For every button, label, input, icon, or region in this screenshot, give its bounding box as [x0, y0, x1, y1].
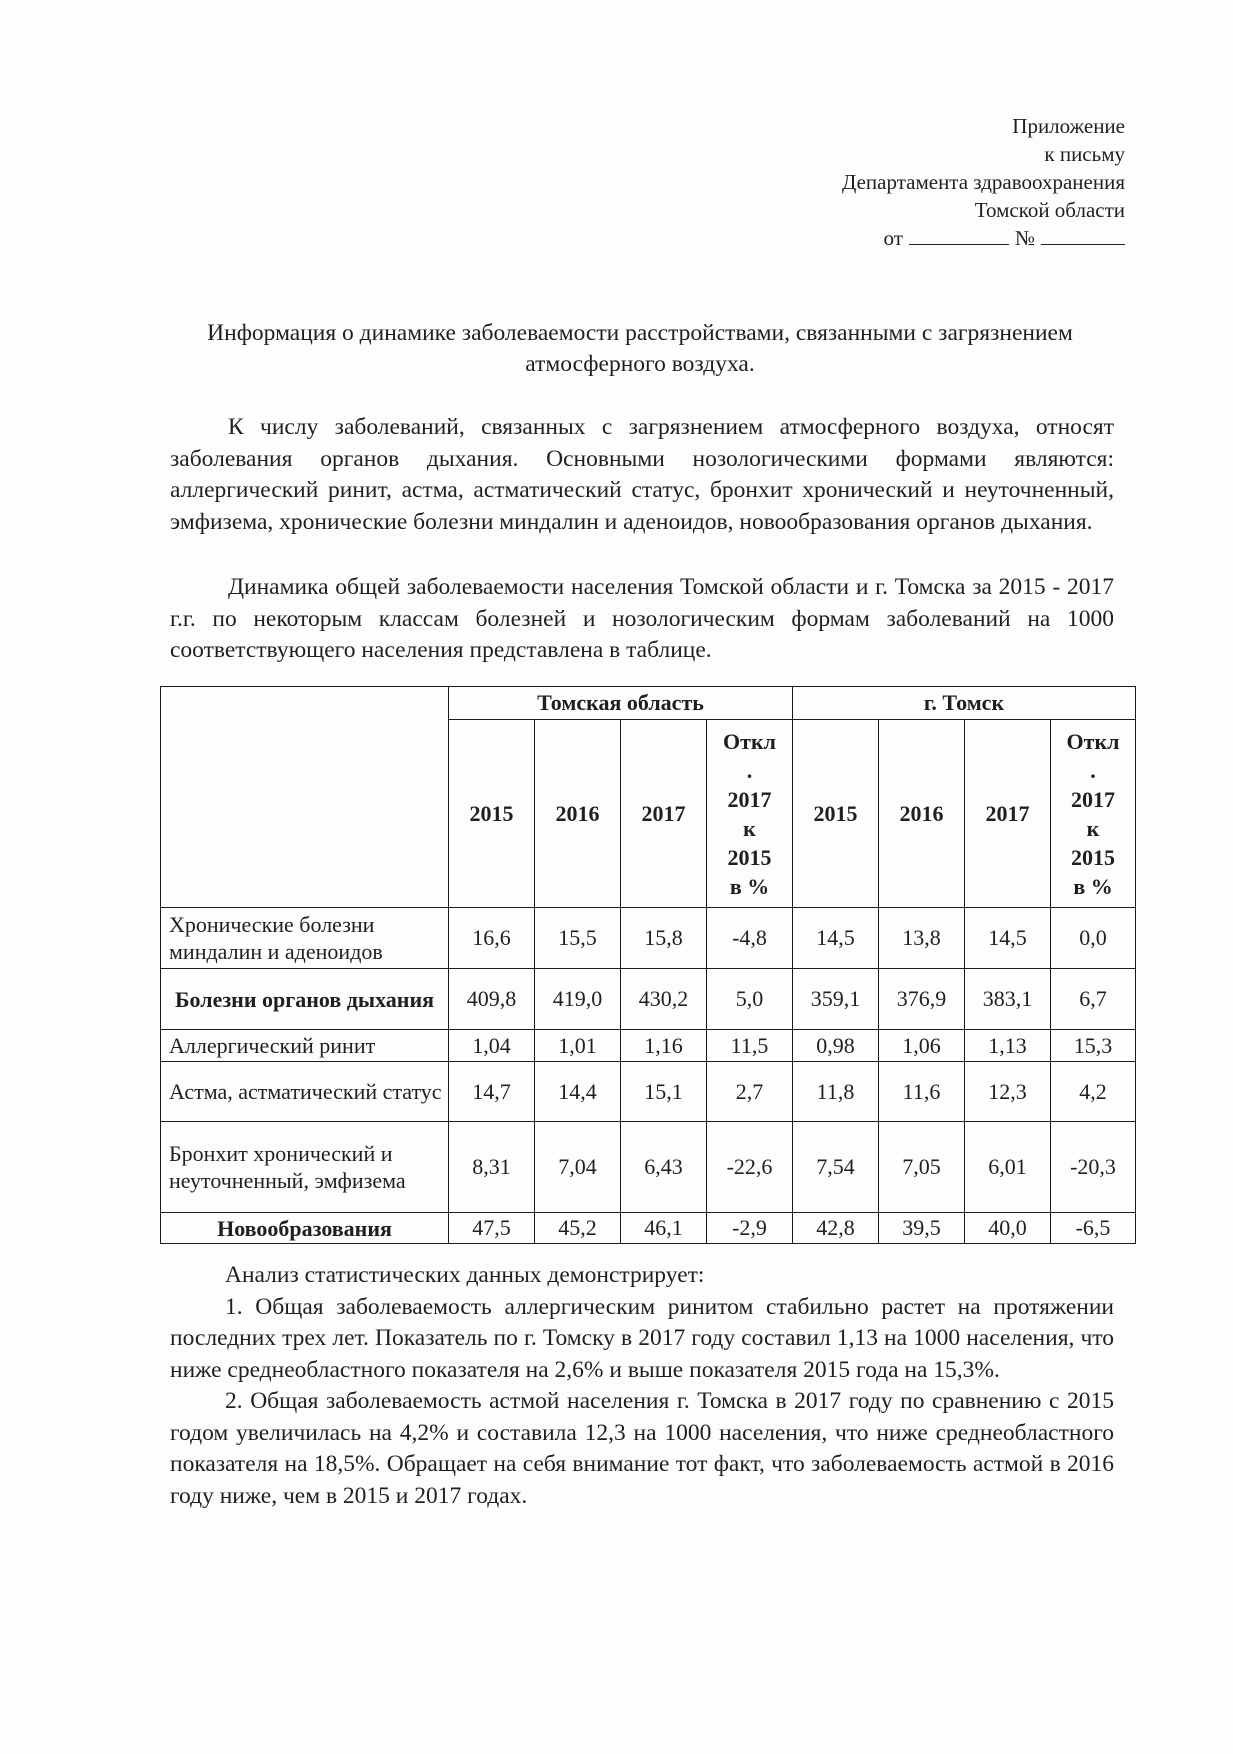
table-cell: 1,16	[621, 1030, 707, 1062]
table-cell: -2,9	[707, 1213, 793, 1244]
table-cell: 359,1	[793, 969, 879, 1030]
table-cell: 7,04	[535, 1122, 621, 1213]
table-corner-cell	[161, 687, 449, 908]
row-label: Болезни органов дыхания	[161, 969, 449, 1030]
table-cell: 1,04	[449, 1030, 535, 1062]
group-header-tomsk-region: Томская область	[449, 687, 793, 720]
table-cell: 14,5	[793, 908, 879, 969]
year-header: 2017	[965, 720, 1051, 908]
table-cell: 7,54	[793, 1122, 879, 1213]
group-header-tomsk-city: г. Томск	[793, 687, 1136, 720]
table-cell: 6,01	[965, 1122, 1051, 1213]
row-label: Бронхит хронический и неуточненный, эмфизема	[161, 1122, 449, 1213]
table-cell: 419,0	[535, 969, 621, 1030]
table-cell: 12,3	[965, 1062, 1051, 1122]
analysis-section	[170, 1260, 1114, 1512]
number-blank	[1041, 224, 1125, 245]
table-cell: 39,5	[879, 1213, 965, 1244]
table-cell: 42,8	[793, 1213, 879, 1244]
table-cell: 11,8	[793, 1062, 879, 1122]
table-cell: 0,0	[1051, 908, 1136, 969]
table-cell: 14,4	[535, 1062, 621, 1122]
appendix-line-4: Томской области	[974, 198, 1125, 222]
table-cell: 6,43	[621, 1122, 707, 1213]
appendix-line-2: к письму	[1044, 142, 1125, 166]
table-cell: 40,0	[965, 1213, 1051, 1244]
table-cell: 1,13	[965, 1030, 1051, 1062]
row-label: Астма, астматический статус	[161, 1062, 449, 1122]
table-cell: -4,8	[707, 908, 793, 969]
table-cell: 4,2	[1051, 1062, 1136, 1122]
table-cell: 376,9	[879, 969, 965, 1030]
table-cell: -20,3	[1051, 1122, 1136, 1213]
table-intro-paragraph: Динамика общей заболеваемости населения Томской области и г. Томска за 2015 - 2017 г.г. по некоторым классам болезней и нозологическим формам заболеваний на 1000 соответствующего населения представлена в таблице.	[170, 574, 1114, 663]
table-cell: 13,8	[879, 908, 965, 969]
table-cell: 0,98	[793, 1030, 879, 1062]
deviation-header: Откл . 2017 к 2015 в %	[707, 720, 793, 908]
table-cell: 1,06	[879, 1030, 965, 1062]
table-row	[161, 1122, 1136, 1213]
table-cell: 409,8	[449, 969, 535, 1030]
analysis-point-1: 1. Общая заболеваемость аллергическим ринитом стабильно растет на протяжении последних трех лет. Показатель по г. Томску в 2017 году составил 1,13 на 1000 населения, что ниже среднеобластного показателя на 2,6% и выше показателя 2015 года на 15,3%.	[170, 1293, 1114, 1383]
year-header: 2016	[879, 720, 965, 908]
table-cell: 14,7	[449, 1062, 535, 1122]
date-blank	[909, 224, 1009, 245]
table-row	[161, 969, 1136, 1030]
table-row	[161, 1062, 1136, 1122]
table-cell: 8,31	[449, 1122, 535, 1213]
table-cell: 47,5	[449, 1213, 535, 1244]
table-cell: -6,5	[1051, 1213, 1136, 1244]
appendix-header	[842, 112, 1125, 252]
row-label: Новообразования	[161, 1213, 449, 1244]
table-cell: 15,3	[1051, 1030, 1136, 1062]
year-header: 2017	[621, 720, 707, 908]
row-label: Аллергический ринит	[161, 1030, 449, 1062]
appendix-date-number-line	[842, 224, 1125, 252]
table-cell: 5,0	[707, 969, 793, 1030]
year-header: 2015	[793, 720, 879, 908]
table-cell: 11,6	[879, 1062, 965, 1122]
table-cell: 16,6	[449, 908, 535, 969]
year-header: 2015	[449, 720, 535, 908]
table-cell: 7,05	[879, 1122, 965, 1213]
table-cell: 46,1	[621, 1213, 707, 1244]
analysis-point-2: 2. Общая заболеваемость астмой населения г. Томска в 2017 году по сравнению с 2015 годом увеличилась на 4,2% и составила 12,3 на 1000 населения, что ниже среднеобластного показателя на 18,5%. Обращает на себя внимание тот факт, что заболеваемость астмой в 2016 году ниже, чем в 2015 и 2017 годах.	[170, 1388, 1114, 1509]
table-cell: 383,1	[965, 969, 1051, 1030]
table-cell: 45,2	[535, 1213, 621, 1244]
year-header: 2016	[535, 720, 621, 908]
table-cell: 14,5	[965, 908, 1051, 969]
table-cell: 15,5	[535, 908, 621, 969]
row-label: Хронические болезни миндалин и аденоидов	[161, 908, 449, 969]
number-label: №	[1014, 226, 1035, 250]
appendix-line-3: Департамента здравоохранения	[842, 170, 1125, 194]
morbidity-table	[160, 686, 1136, 1244]
deviation-header: Откл . 2017 к 2015 в %	[1051, 720, 1136, 908]
appendix-line-1: Приложение	[1012, 114, 1125, 138]
table-cell: 6,7	[1051, 969, 1136, 1030]
table-row	[161, 908, 1136, 969]
table-cell: -22,6	[707, 1122, 793, 1213]
table-row	[161, 1213, 1136, 1244]
table-cell: 1,01	[535, 1030, 621, 1062]
table-cell: 15,1	[621, 1062, 707, 1122]
table-cell: 2,7	[707, 1062, 793, 1122]
from-label: от	[883, 226, 903, 250]
table-cell: 430,2	[621, 969, 707, 1030]
analysis-lead: Анализ статистических данных демонстрирует:	[225, 1262, 705, 1288]
table-row	[161, 1030, 1136, 1062]
document-title: Информация о динамике заболеваемости расстройствами, связанными с загрязнением атмосферного воздуха.	[207, 320, 1073, 377]
table-cell: 11,5	[707, 1030, 793, 1062]
table-cell: 15,8	[621, 908, 707, 969]
intro-paragraph: К числу заболеваний, связанных с загрязнением атмосферного воздуха, относят заболевания органов дыхания. Основными нозологическими формами являются: аллергический ринит, астма, астматический статус, бронхит хронический и неуточненный, эмфизема, хронические болезни миндалин и аденоидов, новообразования органов дыхания.	[170, 414, 1114, 535]
